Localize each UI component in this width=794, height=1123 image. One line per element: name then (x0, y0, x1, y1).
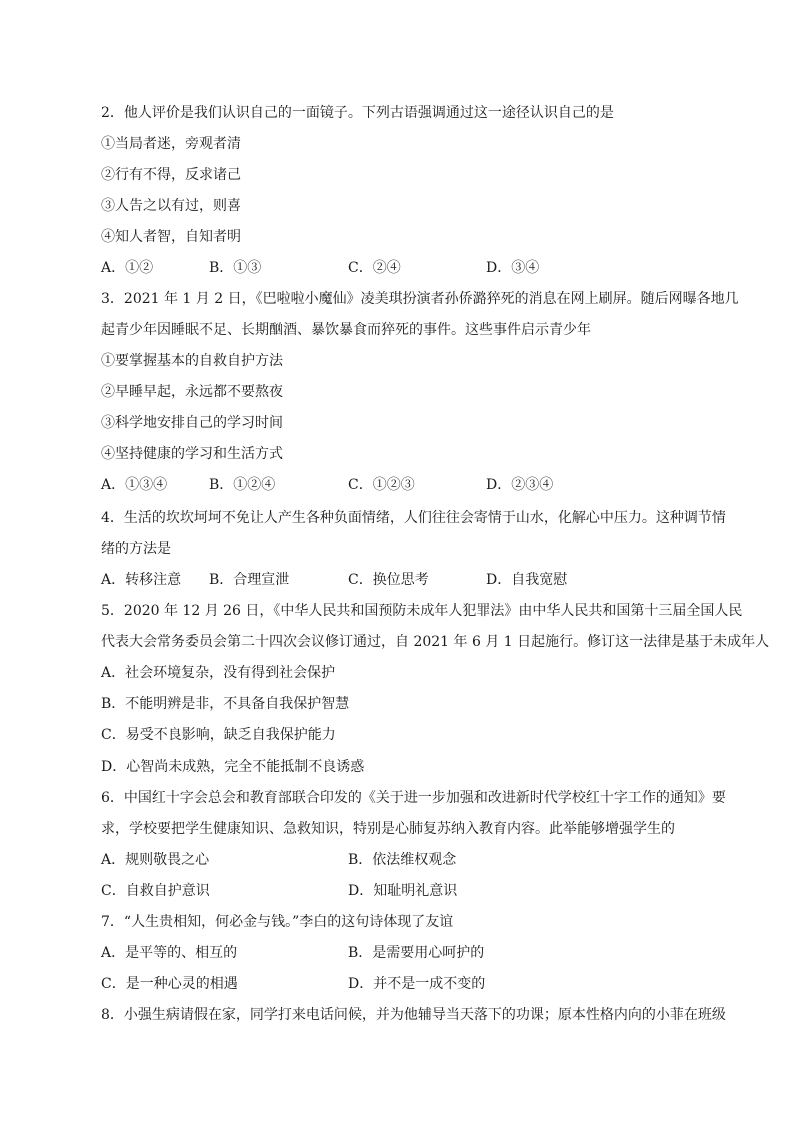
question-3-option-b: B．①②④ (209, 477, 276, 493)
question-7-options-row-2 (101, 972, 701, 996)
question-6-stem-line-2: 求，学校要把学生健康知识、急救知识，特别是心肺复苏纳入教育内容。此举能够增强学生的 (101, 821, 675, 837)
question-4-option-d: D．自我宽慰 (486, 572, 568, 588)
question-7-options-row-1 (101, 941, 701, 965)
question-5-option-d: D．心智尚未成熟，完全不能抵制不良诱惑 (101, 759, 365, 775)
question-6-option-c: C．自救自护意识 (101, 883, 210, 899)
question-2-item-4: ④知人者智，自知者明 (101, 229, 241, 245)
question-6-option-b: B．依法维权观念 (348, 852, 457, 868)
question-2-option-a: A．①② (101, 260, 154, 276)
question-6-option-d: D．知耻明礼意识 (348, 883, 458, 899)
question-7-option-c: C．是一种心灵的相遇 (101, 976, 238, 992)
question-5-option-a: A．社会环境复杂，没有得到社会保护 (101, 665, 336, 681)
question-7-stem: 7．“人生贵相知，何必金与钱。”李白的这句诗体现了友谊 (101, 914, 454, 930)
question-5-option-b: B．不能明辨是非，不具备自我保护智慧 (101, 696, 350, 712)
question-2-stem: 2．他人评价是我们认识自己的一面镜子。下列古语强调通过这一途径认识自己的是 (101, 105, 614, 121)
question-4-option-c: C．换位思考 (348, 572, 429, 588)
question-4-options (101, 568, 701, 592)
question-5-stem-line-2: 代表大会常务委员会第二十四次会议修订通过，自 2021 年 6 月 1 日起施行。修订这一法律是基于未成年人 (101, 634, 770, 650)
question-2-options (101, 256, 701, 280)
question-3-stem-line-2: 起青少年因睡眠不足、长期酗酒、暴饮暴食而猝死的事件。这些事件启示青少年 (101, 322, 591, 338)
question-2-option-b: B．①③ (209, 260, 262, 276)
question-3-options (101, 473, 701, 497)
question-6-stem-line-1: 6．中国红十字会总会和教育部联合印发的《关于进一步加强和改进新时代学校红十字工作的通知》要 (101, 790, 726, 806)
question-7-option-d: D．并不是一成不变的 (348, 976, 486, 992)
question-3-option-c: C．①②③ (348, 477, 415, 493)
question-3-item-3: ③科学地安排自己的学习时间 (101, 415, 283, 431)
question-6-options-row-2 (101, 879, 701, 903)
question-6-option-a: A．规则敬畏之心 (101, 852, 210, 868)
question-4-stem-line-2: 绪的方法是 (101, 541, 171, 557)
question-3-option-a: A．①③④ (101, 477, 168, 493)
question-4-option-a: A．转移注意 (101, 572, 182, 588)
question-2-item-2: ②行有不得，反求诸己 (101, 167, 241, 183)
question-3-stem-line-1: 3．2021 年 1 月 2 日，《巴啦啦小魔仙》凌美琪扮演者孙侨潞猝死的消息在网上刷屏。随后网曝各地几 (101, 291, 739, 307)
question-2-item-1: ①当局者迷，旁观者清 (101, 136, 241, 152)
question-2-option-c: C．②④ (348, 260, 401, 276)
question-4-stem-line-1: 4．生活的坎坎坷坷不免让人产生各种负面情绪，人们往往会寄情于山水，化解心中压力。这种调节情 (101, 510, 726, 526)
question-5-stem-line-1: 5．2020 年 12 月 26 日，《中华人民共和国预防未成年人犯罪法》由中华人民共和国第十三届全国人民 (101, 603, 743, 619)
question-4-option-b: B．合理宣泄 (209, 572, 290, 588)
question-8-stem-line-1: 8．小强生病请假在家，同学打来电话问候，并为他辅导当天落下的功课；原本性格内向的小菲在班级 (101, 1007, 726, 1023)
question-6-options-row-1 (101, 848, 701, 872)
question-3-option-d: D．②③④ (486, 477, 554, 493)
question-3-item-1: ①要掌握基本的自救自护方法 (101, 353, 283, 369)
question-2-option-d: D．③④ (486, 260, 540, 276)
question-7-option-a: A．是平等的、相互的 (101, 945, 238, 961)
question-7-option-b: B．是需要用心呵护的 (348, 945, 485, 961)
question-3-item-4: ④坚持健康的学习和生活方式 (101, 446, 283, 462)
question-2-item-3: ③人告之以有过，则喜 (101, 198, 241, 214)
question-5-option-c: C．易受不良影响，缺乏自我保护能力 (101, 727, 336, 743)
question-3-item-2: ②早睡早起，永远都不要熬夜 (101, 384, 283, 400)
